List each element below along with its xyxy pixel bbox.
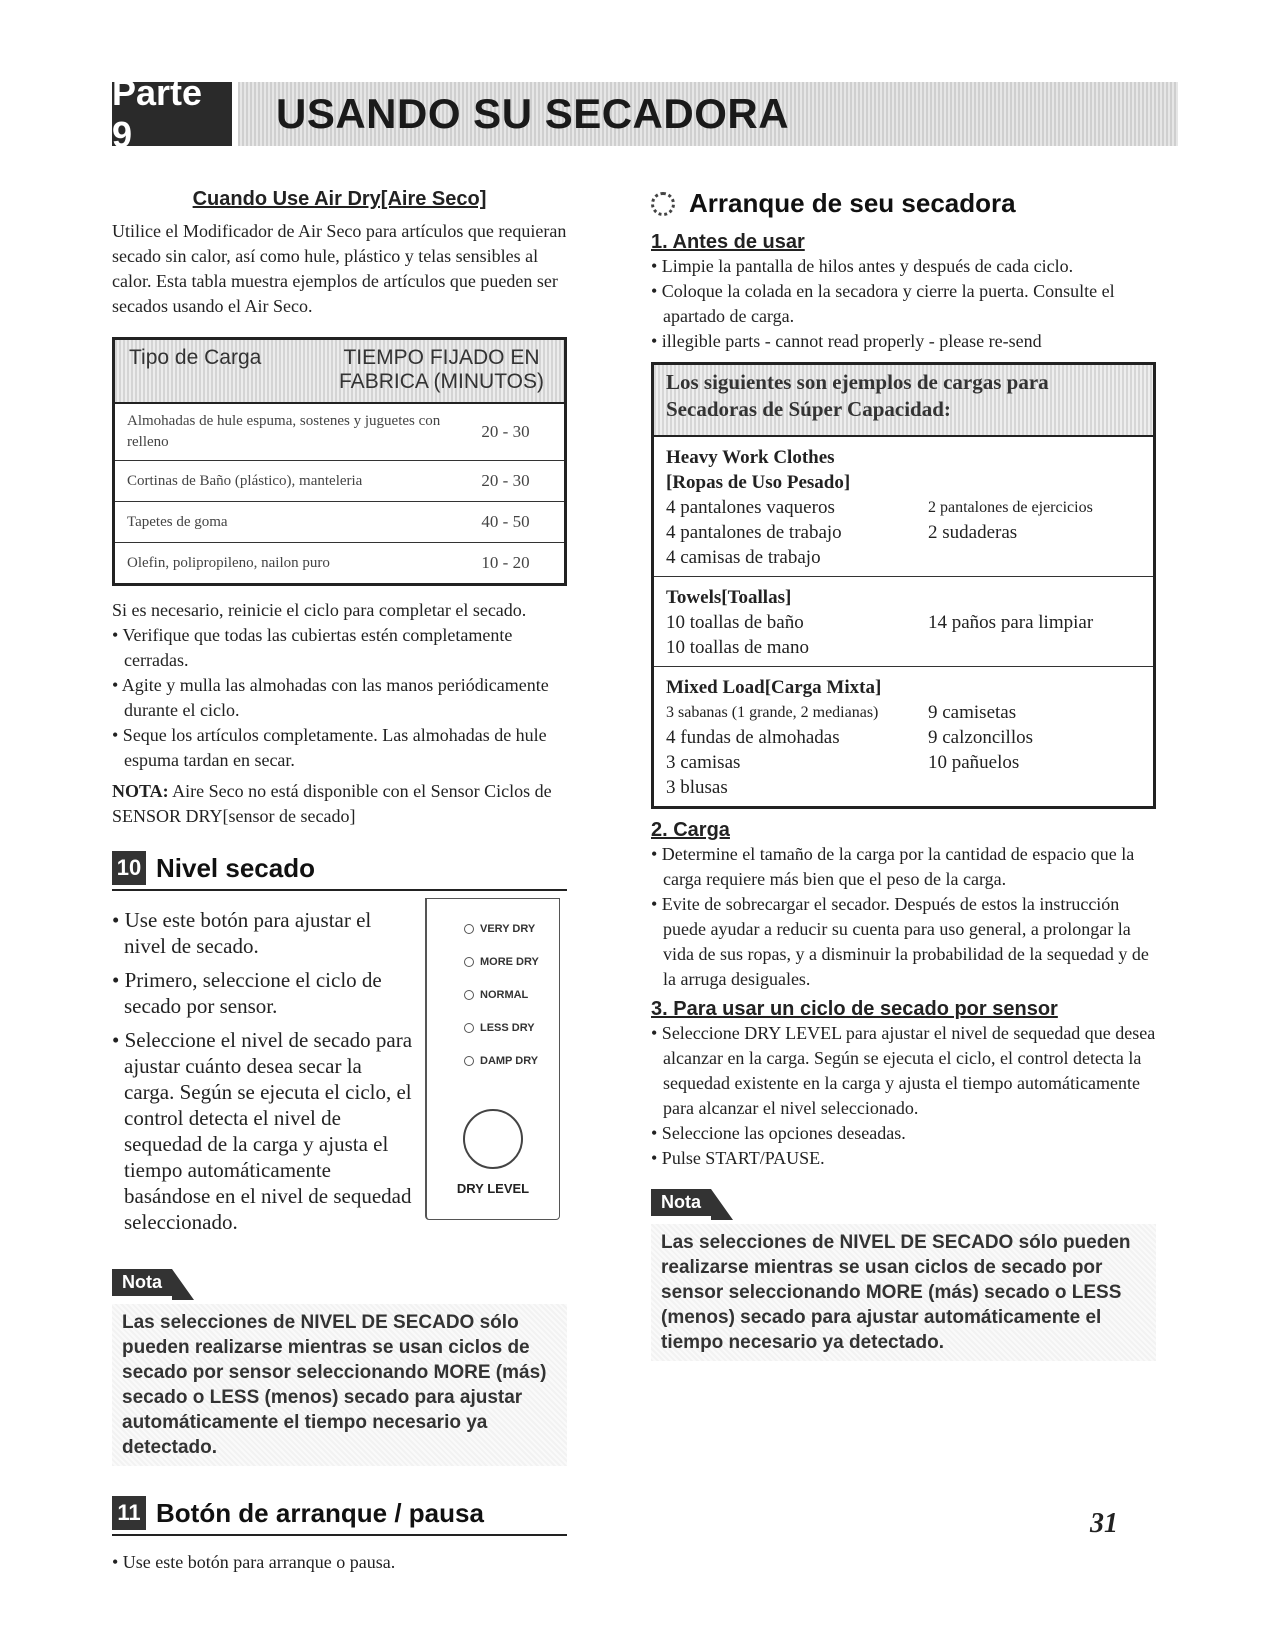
list-item: 10 toallas de baño	[666, 612, 804, 633]
knob-label: DRY LEVEL	[456, 1181, 530, 1196]
air-dry-title: Cuando Use Air Dry[Aire Seco]	[192, 188, 487, 210]
list-item: • illegible parts - cannot read properly - please re-send	[651, 331, 1042, 351]
list-item: 9 calzoncillos	[928, 727, 1033, 748]
note-label: NOTA:	[112, 781, 169, 801]
list-item: 3 sabanas (1 grande, 2 medianas)	[666, 704, 879, 721]
list-item: • Seleccione DRY LEVEL para ajustar el nivel de sequedad que desea alcanzar en la carga. Según se ejecuta el ciclo, el control detecta la sequedad existente en la carga y ajusta el tiempo automáticamente para alcanzar el nivel seleccionado.	[651, 1023, 1156, 1118]
air-dry-table	[112, 337, 567, 586]
option-damp-dry[interactable]: DAMP DRY	[464, 1055, 538, 1067]
table-row	[115, 502, 564, 543]
list-item: 3 camisas	[666, 752, 741, 773]
radio-dot-icon	[464, 924, 474, 934]
step2-title: 2. Carga	[651, 819, 730, 841]
loads-table	[651, 362, 1156, 809]
list-item: 4 pantalones vaqueros	[666, 497, 835, 518]
option-normal[interactable]: NORMAL	[464, 989, 528, 1001]
nota-tag: Nota	[651, 1189, 711, 1216]
radio-dot-icon	[464, 957, 474, 967]
list-item: • Pulse START/PAUSE.	[651, 1148, 825, 1168]
loads-table-header: Los siguientes son ejemplos de cargas para Secadoras de Súper Capacidad:	[654, 365, 1153, 437]
list-item: • Limpie la pantalla de hilos antes y después de cada ciclo.	[651, 256, 1074, 276]
note-text: Aire Seco no está disponible con el Sensor Ciclos de SENSOR DRY[sensor de secado]	[112, 781, 552, 826]
dry-level-knob-icon[interactable]	[463, 1109, 523, 1169]
list-item: 4 camisas de trabajo	[666, 547, 821, 568]
section-boton	[112, 1496, 567, 1536]
list-item: • Determine el tamaño de la carga por la cantidad de espacio que la carga requiere más bien que el peso de la carga.	[651, 844, 1135, 889]
table-row	[115, 461, 564, 502]
load-title: Towels[Toallas]	[666, 587, 792, 608]
dry-level-panel	[425, 898, 560, 1220]
row-time: 10 - 20	[481, 553, 530, 572]
option-more-dry[interactable]: MORE DRY	[464, 956, 539, 968]
section-number: 10	[112, 851, 146, 885]
list-item: 4 fundas de almohadas	[666, 727, 840, 748]
list-item: 4 pantalones de trabajo	[666, 522, 842, 543]
restart-text: Si es necesario, reinicie el ciclo para completar el secado.	[112, 600, 527, 620]
list-item: • Agite y mulla las almohadas con las manos periódicamente durante el ciclo.	[112, 675, 549, 720]
row-time: 20 - 30	[481, 471, 530, 490]
list-item: 10 toallas de mano	[666, 637, 809, 658]
list-item: • Seleccione el nivel de secado para ajustar cuánto desea secar la carga. Según se ejecuta el ciclo, el control detecta el nivel de sequedad de la carga y ajusta el tiempo automáticamente basándose en el nivel de sequedad seleccionado.	[112, 1028, 413, 1234]
list-item: • Use este botón para ajustar el nivel de secado.	[112, 908, 372, 958]
option-very-dry[interactable]: VERY DRY	[464, 923, 535, 935]
step3-title: 3. Para usar un ciclo de secado por sensor	[651, 998, 1058, 1020]
table-row	[115, 543, 564, 583]
list-item: • Seque los artículos completamente. Las almohadas de hule espuma tardan en secar.	[112, 725, 547, 770]
section-nivel-secado	[112, 851, 567, 891]
gear-icon	[651, 192, 675, 216]
nota-tag: Nota	[112, 1269, 172, 1296]
row-item: Cortinas de Baño (plástico), manteleria	[127, 472, 363, 489]
load-section-mixed	[654, 667, 1153, 806]
load-section-towels	[654, 577, 1153, 667]
row-time: 20 - 30	[481, 422, 530, 441]
list-item: 3 blusas	[666, 777, 728, 798]
list-item: 2 pantalones de ejercicios	[928, 499, 1093, 516]
load-title: Heavy Work Clothes	[666, 447, 835, 468]
radio-dot-icon	[464, 1056, 474, 1066]
air-dry-intro: Utilice el Modificador de Air Seco para artículos que requieran secado sin calor, así como hule, plástico y telas sensibles al calor. Esta tabla muestra ejemplos de artículos que pueden ser secados usando el Air Seco.	[112, 221, 567, 316]
header-bar	[238, 82, 1178, 146]
right-column	[651, 188, 1156, 1361]
row-item: Almohadas de hule espuma, sostenes y juguetes con relleno	[127, 413, 441, 450]
load-subtitle: [Ropas de Uso Pesado]	[666, 472, 851, 493]
page-header	[112, 72, 1178, 155]
list-item: • Verifique que todas las cubiertas estén completamente cerradas.	[112, 625, 513, 670]
section-title: Nivel secado	[156, 852, 315, 883]
col-header-load: Tipo de Carga	[129, 346, 262, 369]
option-less-dry[interactable]: LESS DRY	[464, 1022, 535, 1034]
list-item: • Coloque la colada en la secadora y cierre la puerta. Consulte el apartado de carga.	[651, 281, 1115, 326]
radio-dot-icon	[464, 990, 474, 1000]
left-column	[112, 188, 567, 1575]
table-row	[115, 404, 564, 461]
list-item: • Seleccione las opciones deseadas.	[651, 1123, 906, 1143]
load-title: Mixed Load[Carga Mixta]	[666, 677, 882, 698]
step1-title: 1. Antes de usar	[651, 231, 805, 253]
list-item: 10 pañuelos	[928, 752, 1020, 773]
list-item: 14 paños para limpiar	[928, 612, 1094, 633]
table-header	[115, 340, 564, 404]
list-item: 9 camisetas	[928, 702, 1017, 723]
nota-text: Las selecciones de NIVEL DE SECADO sólo pueden realizarse mientras se usan ciclos de secado por sensor seleccionando MORE (más) secado o LESS (menos) secado para ajustar automáticamente el tiempo necesario ya detectado.	[651, 1224, 1156, 1361]
nota-block-2	[651, 1189, 1156, 1361]
nota-block-1	[112, 1269, 567, 1466]
part-label: Parte 9	[112, 82, 232, 146]
row-item: Olefin, polipropileno, nailon puro	[127, 554, 330, 571]
row-time: 40 - 50	[481, 512, 530, 531]
list-item: • Use este botón para arranque o pausa.	[112, 1552, 396, 1572]
row-item: Tapetes de goma	[127, 513, 228, 530]
list-item: • Primero, seleccione el ciclo de secado por sensor.	[112, 968, 382, 1018]
section-number: 11	[112, 1496, 146, 1530]
section-title: Botón de arranque / pausa	[156, 1497, 484, 1528]
air-dry-note	[112, 779, 567, 829]
nivel-text	[112, 907, 417, 1235]
arranque-title: Arranque de seu secadora	[651, 188, 1156, 219]
list-item: 2 sudaderas	[928, 522, 1018, 543]
nota-text: Las selecciones de NIVEL DE SECADO sólo pueden realizarse mientras se usan ciclos de secado por sensor seleccionando MORE (más) secado o LESS (menos) secado para ajustar automáticamente el tiempo necesario ya detectado.	[112, 1304, 567, 1466]
col-header-time: TIEMPO FIJADO EN FABRICA (MINUTOS)	[339, 346, 544, 393]
list-item: • Evite de sobrecargar el secador. Después de estos la instrucción puede ayudar a reducir su cuenta para uso general, a prolongar la vida de sus ropas, y a disminuir la probabilidad de la sequedad y de la arruga desiguales.	[651, 894, 1149, 989]
load-section-heavy	[654, 437, 1153, 577]
page-title: USANDO SU SECADORA	[276, 90, 790, 137]
page-number: 31	[1090, 1508, 1118, 1539]
radio-dot-icon	[464, 1023, 474, 1033]
